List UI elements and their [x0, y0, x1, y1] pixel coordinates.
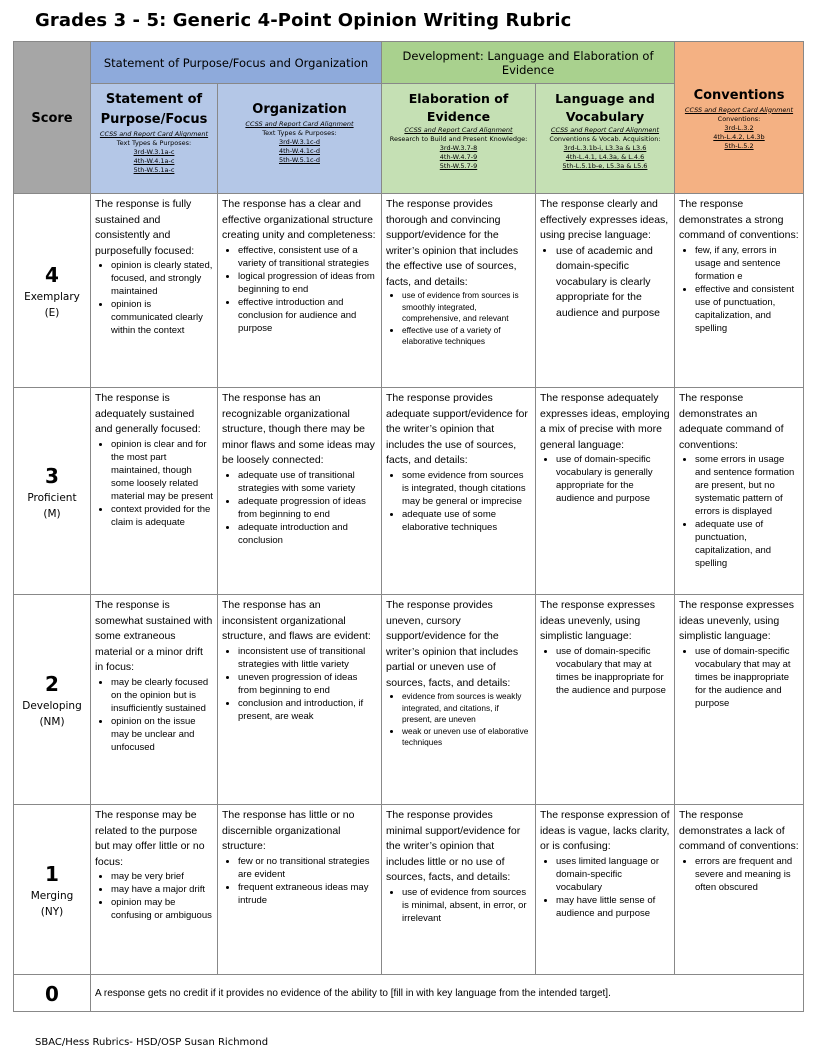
elaboration-cell: The response provides thorough and convincing support/evidence for the writer’s opinion that includes the effective use of sources, facts, and details: • use of evidence from sources is smoothly integrated, comprehensive, and relevant • effective use of a variety of elaborative techniques: [382, 194, 536, 388]
bullet-item: • may be clearly focused on the opinion but is insufficiently sustained: [111, 676, 213, 715]
development-group-header: Development: Language and Elaboration of Evidence: [382, 42, 675, 84]
bullet-item: • adequate use of some elaborative techniques: [402, 508, 531, 534]
bullet-item: • use of domain-specific vocabulary that may at times be inappropriate for the audience and purpose: [556, 645, 670, 697]
bullet-item: • opinion on the issue may be unclear and unfocused: [111, 715, 213, 754]
bullet-item: • may have a major drift: [111, 883, 213, 896]
score-label-cell: 0: [14, 975, 91, 1012]
bullet-item: • opinion is clear and for the most part maintained, though some loosely related material may be present: [111, 438, 213, 503]
bullet-item: • inconsistent use of transitional strategies with little variety: [238, 645, 377, 671]
score-row: [14, 194, 804, 388]
score-label-cell: 2 Developing (NM): [14, 595, 91, 805]
bullet-item: • use of domain-specific vocabulary is generally appropriate for the audience and purpose: [556, 453, 670, 505]
bullet-item: • few or no transitional strategies are evident: [238, 855, 377, 881]
score-row: [14, 805, 804, 975]
statement-cell: The response is adequately sustained and generally focused: • opinion is clear and for the most part maintained, though some loosely related material may be present • context provided for the claim is adequate: [91, 388, 218, 595]
elaboration-header: Elaboration of Evidence CCSS and Report Card Alignment Research to Build and Present Knowledge: 3rd-W.3.7-8 4th-W.4.7-9 5th-W.5.7-9: [382, 84, 536, 194]
score-label-cell: 3 Proficient (M): [14, 388, 91, 595]
bullet-item: • opinion may be confusing or ambiguous: [111, 896, 213, 922]
conventions-cell: The response demonstrates an adequate command of conventions: • some errors in usage and sentence formation are present, but no systematic pattern of errors is displayed • adequate use of punctuation, capitalization, and spelling: [675, 388, 804, 595]
bullet-item: • effective and consistent use of punctuation, capitalization, and spelling: [695, 283, 799, 335]
statement-cell: The response may be related to the purpose but may offer little or no focus: • may be very brief • may have a major drift • opinion may be confusing or ambiguous: [91, 805, 218, 975]
conventions-title: Conventions: [693, 87, 785, 103]
bullet-item: • effective introduction and conclusion for audience and purpose: [238, 296, 377, 335]
bullet-item: • opinion is communicated clearly within the context: [111, 298, 213, 337]
language-cell: The response expression of ideas is vague, lacks clarity, or is confusing: • uses limited language or domain-specific vocabulary • may have little sense of audience and purpose: [536, 805, 675, 975]
bullet-item: • may be very brief: [111, 870, 213, 883]
bullet-item: • effective, consistent use of a variety of transitional strategies: [238, 244, 377, 270]
rubric-table: [13, 41, 804, 1012]
bullet-item: • adequate introduction and conclusion: [238, 521, 377, 547]
conventions-cell: The response demonstrates a strong command of conventions: • few, if any, errors in usage and sentence formation e • effective and consistent use of punctuation, capitalization, and spelling: [675, 194, 804, 388]
bullet-item: • some errors in usage and sentence formation are present, but no systematic pattern of errors is displayed: [695, 453, 799, 518]
purpose-group-header: Statement of Purpose/Focus and Organization: [91, 42, 382, 84]
bullet-item: • adequate use of punctuation, capitalization, and spelling: [695, 518, 799, 570]
language-cell: The response expresses ideas unevenly, using simplistic language: • use of domain-specific vocabulary that may at times be inappropriate for the audience and purpose: [536, 595, 675, 805]
bullet-item: • uses limited language or domain-specific vocabulary: [556, 855, 670, 894]
header-group-row: [14, 42, 804, 84]
score-label-cell: 4 Exemplary (E): [14, 194, 91, 388]
ccss-alignment: CCSS and Report Card Alignment: [684, 105, 794, 114]
bullet-item: • context provided for the claim is adequate: [111, 503, 213, 529]
organization-cell: The response has an inconsistent organizational structure, and flaws are evident: • inconsistent use of transitional strategies with little variety • uneven progression of ideas from beginning to end • conclusion and introduction, if present, are weak: [218, 595, 382, 805]
elaboration-cell: The response provides adequate support/evidence for the writer’s opinion that includes the use of sources, facts, and details: • some evidence from sources is integrated, though citations may be general or imprecise • adequate use of some elaborative techniques: [382, 388, 536, 595]
elaboration-cell: The response provides minimal support/evidence for the writer’s opinion that includes little or no use of sources, facts, and details: • use of evidence from sources is minimal, absent, in error, or irrelevant: [382, 805, 536, 975]
bullet-item: • logical progression of ideas from beginning to end: [238, 270, 377, 296]
page-title: Grades 3 - 5: Generic 4-Point Opinion Writing Rubric: [35, 10, 572, 31]
bullet-item: • effective use of a variety of elaborative techniques: [402, 325, 531, 348]
language-cell: The response clearly and effectively expresses ideas, using precise language: • use of academic and domain-specific vocabulary is clearly appropriate for the audience and purpose: [536, 194, 675, 388]
score-label-cell: 1 Merging (NY): [14, 805, 91, 975]
organization-header: Organization CCSS and Report Card Alignment Text Types & Purposes: 3rd-W.3.1c-d 4th-W.4.1c-d 5th-W.5.1c-d: [218, 84, 382, 194]
organization-cell: The response has little or no discernible organizational structure: • few or no transitional strategies are evident • frequent extraneous ideas may intrude: [218, 805, 382, 975]
bullet-item: • errors are frequent and severe and meaning is often obscured: [695, 855, 799, 894]
score-header: Score: [14, 42, 91, 194]
organization-cell: The response has a clear and effective organizational structure creating unity and completeness: • effective, consistent use of a variety of transitional strategies • logical progression of ideas from beginning to end • effective introduction and conclusion for audience and purpose: [218, 194, 382, 388]
bullet-item: • evidence from sources is weakly integrated, and citations, if present, are uneven: [402, 691, 531, 726]
bullet-item: • opinion is clearly stated, focused, and strongly maintained: [111, 259, 213, 298]
score-row: [14, 595, 804, 805]
bullet-item: • weak or uneven use of elaborative techniques: [402, 726, 531, 749]
bullet-item: • conclusion and introduction, if present, are weak: [238, 697, 377, 723]
zero-row-text: A response gets no credit if it provides no evidence of the ability to [fill in with key language from the intended target].: [91, 975, 804, 1012]
bullet-item: • few, if any, errors in usage and sentence formation e: [695, 244, 799, 283]
statement-cell: The response is fully sustained and consistently and purposefully focused: • opinion is clearly stated, focused, and strongly maintained • opinion is communicated clearly within the context: [91, 194, 218, 388]
bullet-item: • frequent extraneous ideas may intrude: [238, 881, 377, 907]
score-row: [14, 388, 804, 595]
conventions-cell: The response expresses ideas unevenly, using simplistic language: • use of domain-specific vocabulary that may at times be inappropriate for the audience and purpose: [675, 595, 804, 805]
bullet-item: • adequate progression of ideas from beginning to end: [238, 495, 377, 521]
organization-cell: The response has an recognizable organizational structure, though there may be minor flaws and some ideas may be loosely connected: • adequate use of transitional strategies with some variety • adequate progression of ideas from beginning to end • adequate introduction and conclusion: [218, 388, 382, 595]
conventions-cell: The response demonstrates a lack of command of conventions: • errors are frequent and severe and meaning is often obscured: [675, 805, 804, 975]
bullet-item: • adequate use of transitional strategies with some variety: [238, 469, 377, 495]
language-header: Language and Vocabulary CCSS and Report Card Alignment Conventions & Vocab. Acquisition: 3rd-L.3.1b-i, L3.3a & L3.6 4th-L.4.1, L4.3a, & L.4.6 5th-L.5.1b-e, L5.3a & L5.6: [536, 84, 675, 194]
elaboration-cell: The response provides uneven, cursory support/evidence for the writer’s opinion that includes partial or uneven use of sources, facts, and details: • evidence from sources is weakly integrated, and citations, if present, are uneven • weak or uneven use of elaborative techniques: [382, 595, 536, 805]
footer-credit: SBAC/Hess Rubrics- HSD/OSP Susan Richmond: [35, 1037, 269, 1048]
bullet-item: • use of domain-specific vocabulary that may at times be inappropriate for the audience and purpose: [695, 645, 799, 710]
bullet-item: • use of academic and domain-specific vocabulary is clearly appropriate for the audience and purpose: [556, 244, 670, 322]
bullet-item: • uneven progression of ideas from beginning to end: [238, 671, 377, 697]
language-cell: The response adequately expresses ideas, employing a mix of precise with more general language: • use of domain-specific vocabulary is generally appropriate for the audience and purpose: [536, 388, 675, 595]
score-row-zero: [14, 975, 804, 1012]
bullet-item: • use of evidence from sources is smoothly integrated, comprehensive, and relevant: [402, 290, 531, 325]
conventions-header: Conventions CCSS and Report Card Alignment Conventions: 3rd-L.3.2 4th-L.4.2, L4.3b 5th-L.5.2: [675, 42, 804, 194]
statement-cell: The response is somewhat sustained with some extraneous material or a minor drift in focus: • may be clearly focused on the opinion but is insufficiently sustained • opinion on the issue may be unclear and unfocused: [91, 595, 218, 805]
bullet-item: • use of evidence from sources is minimal, absent, in error, or irrelevant: [402, 886, 531, 925]
statement-header: Statement of Purpose/Focus CCSS and Report Card Alignment Text Types & Purposes: 3rd-W.3.1a-c 4th-W.4.1a-c 5th-W.5.1a-c: [91, 84, 218, 194]
bullet-item: • may have little sense of audience and purpose: [556, 894, 670, 920]
bullet-item: • some evidence from sources is integrated, though citations may be general or imprecise: [402, 469, 531, 508]
